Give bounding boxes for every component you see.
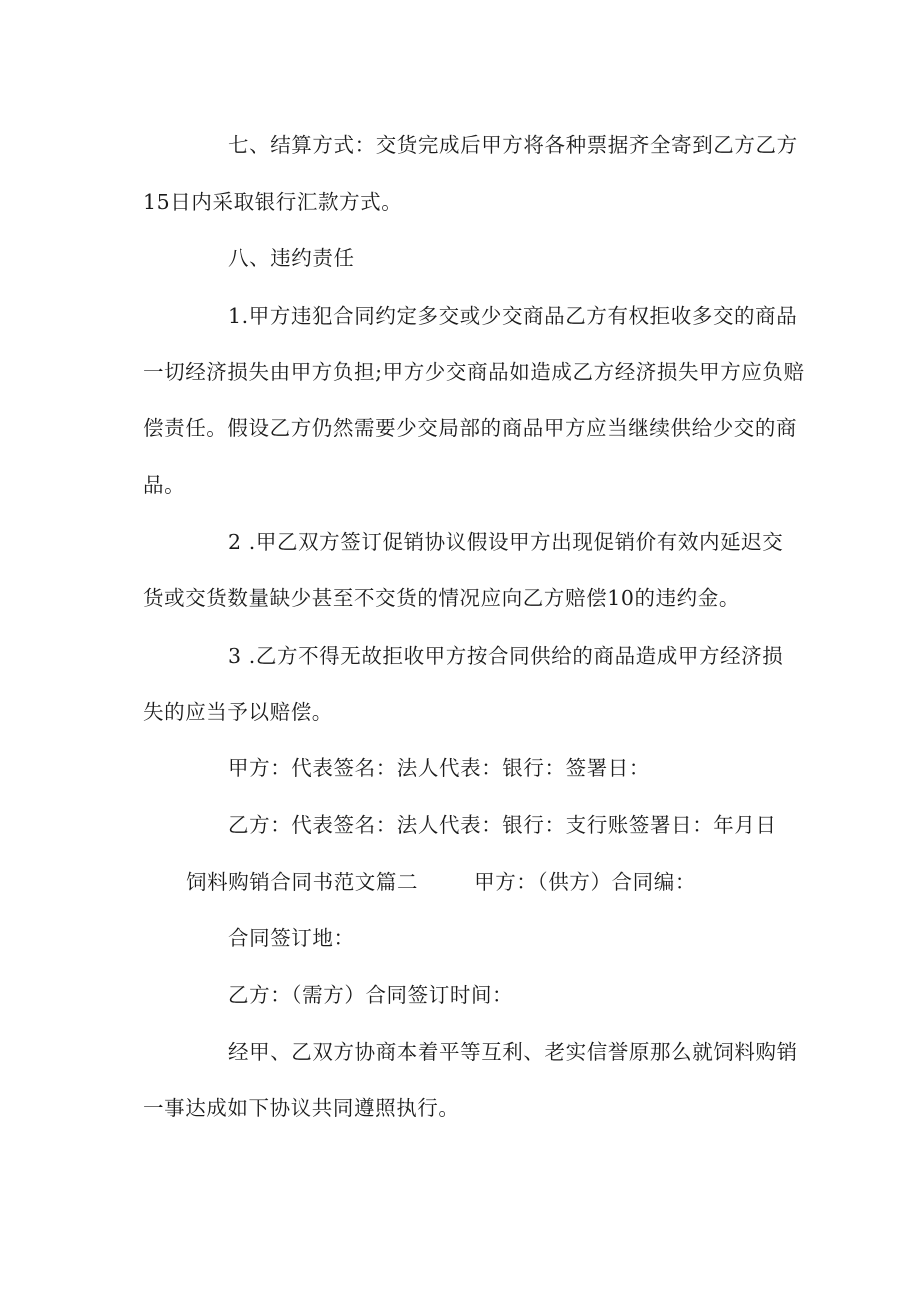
item-3-line-1: 3 .乙方不得无故拒收甲方按合同供给的商品造成甲方经济损 xyxy=(228,644,784,668)
party-a-contract-no: 甲方：（供方）合同编： xyxy=(474,870,696,894)
item-2-line-2: 货或交货数量缺少甚至不交货的情况应向乙方赔偿10的违约金。 xyxy=(143,586,740,610)
item-1-line-4: 品。 xyxy=(143,473,186,497)
section-two-line xyxy=(186,867,696,897)
agreement-line-1: 经甲、乙双方协商本着平等互利、老实信誉原那么就饲料购销 xyxy=(228,1040,798,1064)
item-1-line-1: 1.甲方违犯合同约定多交或少交商品乙方有权拒收多交的商品 xyxy=(228,304,798,328)
item-1-line-2: 一切经济损失由甲方负担;甲方少交商品如造成乙方经济损失甲方应负赔 xyxy=(143,360,805,384)
item-1-line-3: 偿责任。假设乙方仍然需要少交局部的商品甲方应当继续供给少交的商 xyxy=(143,416,798,440)
party-b-signing-time: 乙方：（需方）合同签订时间： xyxy=(228,983,514,1007)
clause-7-line-2: 15日内采取银行汇款方式。 xyxy=(143,190,403,214)
agreement-line-2: 一事达成如下协议共同遵照执行。 xyxy=(143,1096,460,1120)
item-2-line-1: 2 .甲乙双方签订促销协议假设甲方出现促销价有效内延迟交 xyxy=(228,530,784,554)
section-title: 饲料购销合同书范文篇二 xyxy=(186,870,419,894)
party-b-signature-line: 乙方：代表签名：法人代表：银行：支行账签署日：年月日 xyxy=(228,813,777,837)
clause-8-heading: 八、违约责任 xyxy=(228,246,355,270)
party-a-signature-line: 甲方：代表签名：法人代表：银行：签署日： xyxy=(228,756,650,780)
contract-signing-place: 合同签订地： xyxy=(228,926,355,950)
clause-7-line-1: 七、结算方式：交货完成后甲方将各种票据齐全寄到乙方乙方 xyxy=(228,133,798,157)
item-3-line-2: 失的应当予以赔偿。 xyxy=(143,700,333,724)
